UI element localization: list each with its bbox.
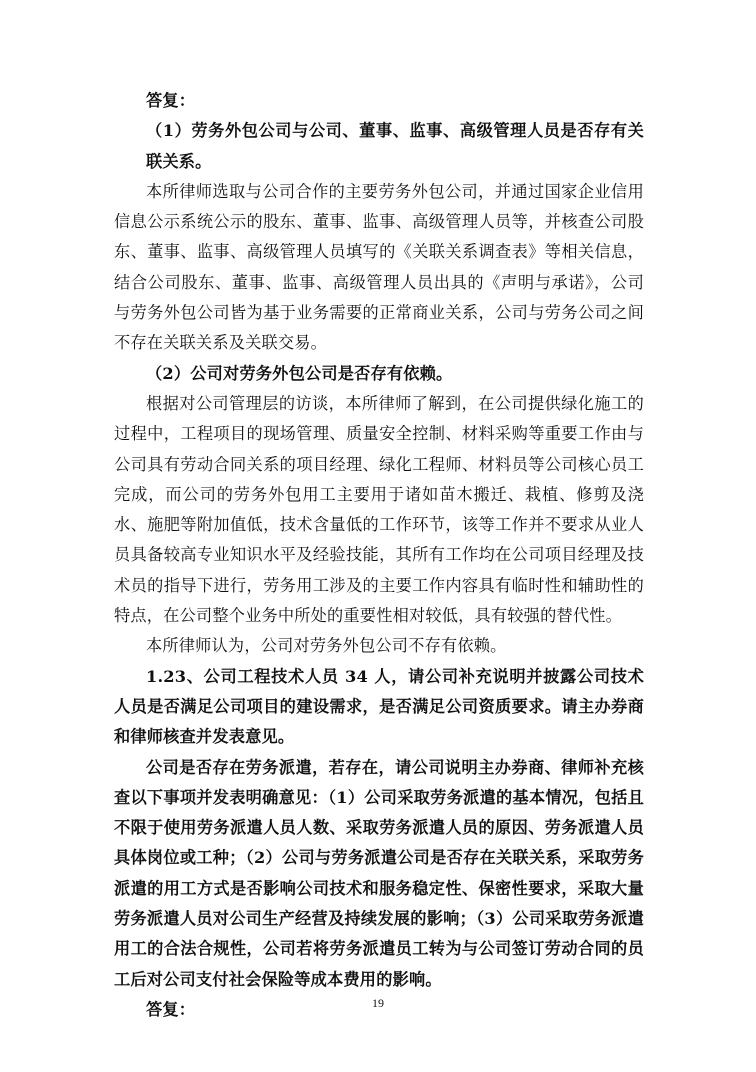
paragraph: 根据对公司管理层的访谈，本所律师了解到，在公司提供绿化施工的过程中，工程项目的现场管理、质量安全控制、材料采购等重要工作由与公司具有劳动合同关系的项目经理、绿化工程师、材料员等公司核心员工完成，而公司的劳务外包用工主要用于诸如苗木搬迁、栽植、修剪及浇水、施肥等附加值低，技术含量低的工作环节，该等工作并不要求从业人员具备较高专业知识水平及经验技能，其所有工作均在公司项目经理及技术员的指导下进行，劳务用工涉及的主要工作内容具有临时性和辅助性的特点，在公司整个业务中所处的重要性相对较低，具有较强的替代性。 <box>114 393 644 626</box>
paragraph: 本所律师选取与公司合作的主要劳务外包公司，并通过国家企业信用信息公示系统公示的股东、董事、监事、高级管理人员等，并核查公司股东、董事、监事、高级管理人员填写的《关联关系调查表》等相关信息，结合公司股东、董事、监事、高级管理人员出具的《声明与承诺》，公司与劳务外包公司皆为基于业务需要的正常商业关系，公司与劳务公司之间不存在关联关系及关联交易。 <box>114 181 644 353</box>
body-text <box>114 86 644 1025</box>
question-1-23: 1.23、公司工程技术人员 34 人，请公司补充说明并披露公司技术人员是否满足公司项目的建设需求，是否满足公司资质要求。请主办券商和律师核查并发表意见。 <box>114 666 644 747</box>
page-number: 19 <box>372 996 384 1010</box>
answer-label: 答复： <box>146 999 196 1019</box>
answer-label: 答复： <box>146 91 196 110</box>
section-heading-1: （1）劳务外包公司与公司、董事、监事、高级管理人员是否存有关联关系。 <box>146 121 644 171</box>
paragraph: 本所律师认为，公司对劳务外包公司不存有依赖。 <box>146 636 507 656</box>
question-labor-dispatch: 公司是否存在劳务派遣，若存在，请公司说明主办券商、律师补充核查以下事项并发表明确意见：（1）公司采取劳务派遣的基本情况，包括且不限于使用劳务派遣人员人数、采取劳务派遣人员的原因、劳务派遣人员具体岗位或工种；（2）公司与劳务派遣公司是否存在关联关系，采取劳务派遣的用工方式是否影响公司技术和服务稳定性、保密性要求，采取大量劳务派遣人员对公司生产经营及持续发展的影响；（3）公司采取劳务派遣用工的合法合规性，公司若将劳务派遣员工转为与公司签订劳动合同的员工后对公司支付社会保险等成本费用的影响。 <box>114 757 644 989</box>
section-heading-2: （2）公司对劳务外包公司是否存有依赖。 <box>146 363 453 383</box>
